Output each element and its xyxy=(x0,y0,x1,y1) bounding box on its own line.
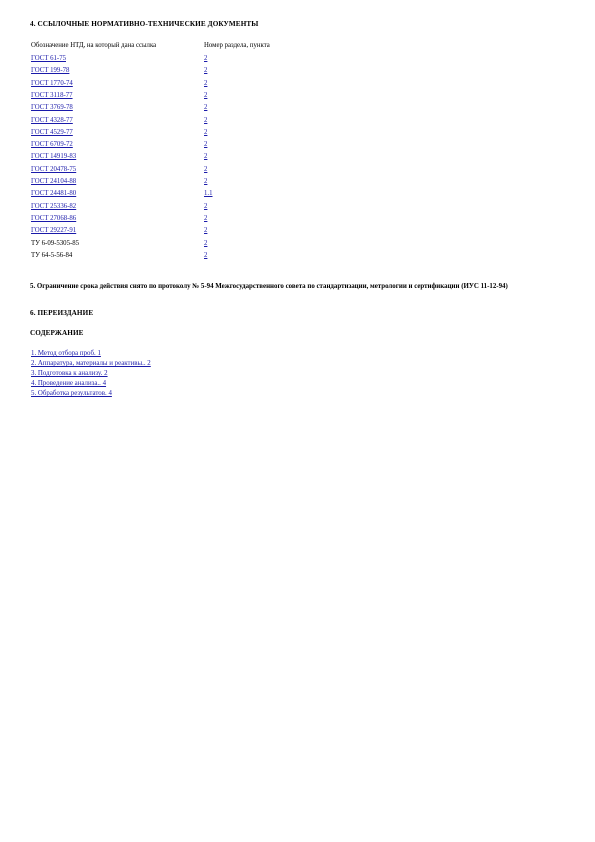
contents-item[interactable]: 5. Обработка результатов. 4 xyxy=(31,390,112,397)
table-row xyxy=(0,178,595,190)
table-row xyxy=(0,153,595,165)
document-link[interactable]: ГОСТ 4328-77 xyxy=(31,116,73,124)
section-link[interactable]: 2 xyxy=(204,91,208,99)
section-link[interactable]: 2 xyxy=(204,67,208,75)
section-link[interactable]: 2 xyxy=(204,202,208,210)
table-row xyxy=(0,104,595,116)
table-row xyxy=(0,92,595,104)
section-4-title: 4. ССЫЛОЧНЫЕ НОРМАТИВНО-ТЕХНИЧЕСКИЕ ДОКУМЕНТЫ xyxy=(30,20,259,28)
contents-item[interactable]: 2. Аппаратура, материалы и реактивы.. 2 xyxy=(31,360,151,367)
section-link[interactable]: 2 xyxy=(204,104,208,112)
section-link[interactable]: 2 xyxy=(204,251,208,259)
document-link[interactable]: ГОСТ 25336-82 xyxy=(31,202,77,210)
table-row xyxy=(0,55,595,67)
document-link[interactable]: ГОСТ 199-78 xyxy=(31,67,70,75)
section-link[interactable]: 2 xyxy=(204,153,208,161)
document-link[interactable]: ГОСТ 61-75 xyxy=(31,55,66,62)
section-6-title: 6. ПЕРЕИЗДАНИЕ xyxy=(30,309,94,317)
table-row xyxy=(0,240,595,252)
table-row xyxy=(0,141,595,153)
table-row xyxy=(0,166,595,178)
section-link[interactable]: 2 xyxy=(204,141,208,149)
table-row xyxy=(0,67,595,79)
section-link[interactable]: 2 xyxy=(204,116,208,124)
document-link[interactable]: ГОСТ 14919-83 xyxy=(31,153,77,161)
contents-item[interactable]: 3. Подготовка к анализу. 2 xyxy=(31,370,108,377)
section-link[interactable]: 2 xyxy=(204,214,208,222)
document-link[interactable]: ГОСТ 1770-74 xyxy=(31,79,73,87)
document-link[interactable]: ГОСТ 29227-91 xyxy=(31,227,77,235)
section-link[interactable]: 2 xyxy=(204,165,208,173)
section-5-paragraph: 5. Ограничение срока действия снято по протоколу № 5-94 Межгосударственного совета по стандартизации, метрологии и сертификации (ИУС 11-12-94) xyxy=(30,283,508,290)
section-link[interactable]: 2 xyxy=(204,55,208,62)
section-link[interactable]: 2 xyxy=(204,178,208,185)
table-row xyxy=(0,203,595,215)
section-link[interactable]: 2 xyxy=(204,128,208,136)
table-row xyxy=(0,117,595,129)
table-row xyxy=(0,190,595,202)
document-link[interactable]: ГОСТ 6709-72 xyxy=(31,141,73,149)
section-link[interactable]: 2 xyxy=(204,239,208,247)
document-link[interactable]: ГОСТ 4529-77 xyxy=(31,128,73,136)
document-link[interactable]: ГОСТ 27068-86 xyxy=(31,214,77,222)
column-header-section: Номер раздела, пункта xyxy=(204,42,270,49)
table-row xyxy=(0,227,595,239)
document-label: ТУ 6-09-5305-85 xyxy=(31,239,80,247)
column-header-document: Обозначение НТД, на который дана ссылка xyxy=(31,42,157,49)
document-link[interactable]: ГОСТ 3769-78 xyxy=(31,104,73,112)
section-link[interactable]: 2 xyxy=(204,227,208,235)
document-link[interactable]: ГОСТ 20478-75 xyxy=(31,165,77,173)
table-row xyxy=(0,129,595,141)
table-row xyxy=(0,80,595,92)
table-row xyxy=(0,215,595,227)
contents-title: СОДЕРЖАНИЕ xyxy=(30,329,84,337)
contents-item[interactable]: 4. Проведение анализа.. 4 xyxy=(31,380,107,387)
document-label: ТУ 64-5-56-84 xyxy=(31,251,73,259)
section-link[interactable]: 1.1 xyxy=(204,190,213,198)
document-link[interactable]: ГОСТ 24104-88 xyxy=(31,178,77,185)
table-row xyxy=(0,252,595,264)
section-link[interactable]: 2 xyxy=(204,79,208,87)
contents-item[interactable]: 1. Метод отбора проб. 1 xyxy=(31,350,101,357)
document-link[interactable]: ГОСТ 3118-77 xyxy=(31,91,73,99)
document-link[interactable]: ГОСТ 24481-80 xyxy=(31,190,77,198)
